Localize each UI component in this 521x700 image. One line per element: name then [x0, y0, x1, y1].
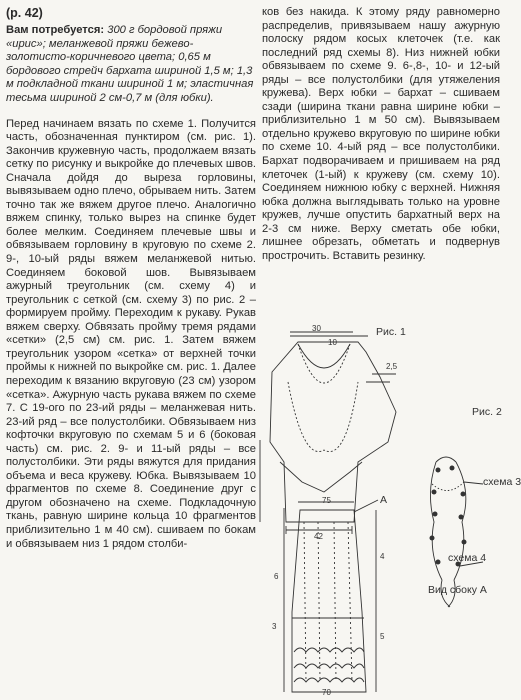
left-column: [6, 6, 256, 551]
materials-text: 300 г бордовой пряжи «ирис»; меланжевой пряжи бежево-золотисто-коричневого цвета; 0,65 м бордового стрейч бархата шириной 1,5 м; 1,3 м подкладной ткани шириной 1 м; эластичная тесьма шириной 2 см-0,7 м (для юбки).: [6, 24, 254, 104]
dimension-10: 10: [328, 338, 337, 347]
pattern-diagrams: [258, 322, 521, 700]
dimension-6: 6: [274, 572, 279, 581]
page-reference: (р. 42): [6, 6, 43, 20]
dimension-42: 42: [314, 532, 323, 541]
right-column: [262, 6, 500, 263]
dimension-30: 30: [312, 324, 321, 333]
side-view-label: Вид сбоку А: [428, 584, 487, 596]
view-marker-a: А: [380, 494, 388, 506]
dimension-2-5: 2,5: [386, 362, 398, 371]
materials-paragraph: [6, 24, 256, 106]
dimension-3: 3: [272, 622, 277, 631]
figure-2-label: Рис. 2: [472, 406, 502, 418]
dimension-5: 5: [380, 632, 385, 641]
figure-1-label: Рис. 1: [376, 326, 406, 338]
dimension-4: 4: [380, 552, 385, 561]
pattern-drawing: [258, 322, 506, 700]
dimension-70: 70: [322, 688, 331, 697]
instructions-right: ков без накида. К этому ряду равномерно распределив, привязываем нашу ажурную полоску рядом косых клеточек (т.е. как последний ряд схемы 8). Низ нижней юбки обвязываем по схеме 9. 6-,8-, 10- и 12-ый ряды – все полустолбики (для утяжеления кружева). Верх юбки – бархат – сшиваем сзади (ширина ткани равна ширине юбки – приблизительно 1 м 50 см). Вывязываем отдельно кружево вкруговую по ширине юбки по схеме 10. 4-ый ряд – все полустолбики. Бархат подворачиваем и пришиваем на ряд клеточек (1-ый) к кружеву (см. схему 10). Соединяем нижнюю юбку с верхней. Нижняя юбка должна выглядывать только на уровне кружев, лучше опустить бархатный верх на 2-3 см ниже. Верху сметать обе юбки, лишнее обрезать, обметать и подвернув прострочить. Вставить резинку.: [262, 6, 500, 262]
dimension-75: 75: [322, 496, 331, 505]
instructions-left: Перед начинаем вязать по схеме 1. Получится часть, обозначенная пунктиром (см. рис. 1). Закончив кружевную часть, продолжаем вязать сетку по рисунку и выкройке до плечевых швов. Сначала дойдя до выреза горловины, вывязываем одно плечо, обрываем нить. Затем точно так же вяжем другое плечо. Аналогично вяжем спинку, только вырез на спинке будет более мелким. Соединяем плечевые швы и обвязываем горловину в круговую по схеме 2. 9-, 10-ый ряды вяжем меланжевой нитью. Соединяем боковой шов. Вывязываем ажурный треугольник (см. схему 4) и треугольник с сеткой (см. схему 3) по рис. 2 – формируем пройму. Переходим к рукаву. Рукав вяжем сверху. Обвязать пройму тремя рядами «сетки» (2,5 см) см. рис. 1. Затем вяжем треугольник узором «сетка» от верхней точки проймы к нижней по выкройке см. рис. 1. Далее переходим к вязанию вкруговую (23 см) узором «сетка». Ажурную часть рукава вяжем по схеме 7. С 19-ого по 23-ий ряды – меланжевая нить. 23-ий ряд – все полустолбики. Обвязываем низ кофточки вкруговую по схемам 5 и 6 (боковая часть) см. рис. 2. 9- и 11-ый ряды – все полустолбики. Эти ряды вяжутся для придания объема и веса кружеву. Юбка. Вывязываем 10 фрагментов по схеме 8. Соединение друг с другом обозначено на схеме. Подкладочную ткань, равную ширине кольца 10 фрагментов приблизительно 1 м 40 см). сшиваем по бокам и обвязываем низ 1 рядом столби-: [6, 117, 257, 550]
scheme-4-label: схема 4: [448, 552, 487, 564]
materials-label: Вам потребуется:: [6, 24, 105, 36]
scheme-3-label: схема 3: [483, 476, 521, 488]
